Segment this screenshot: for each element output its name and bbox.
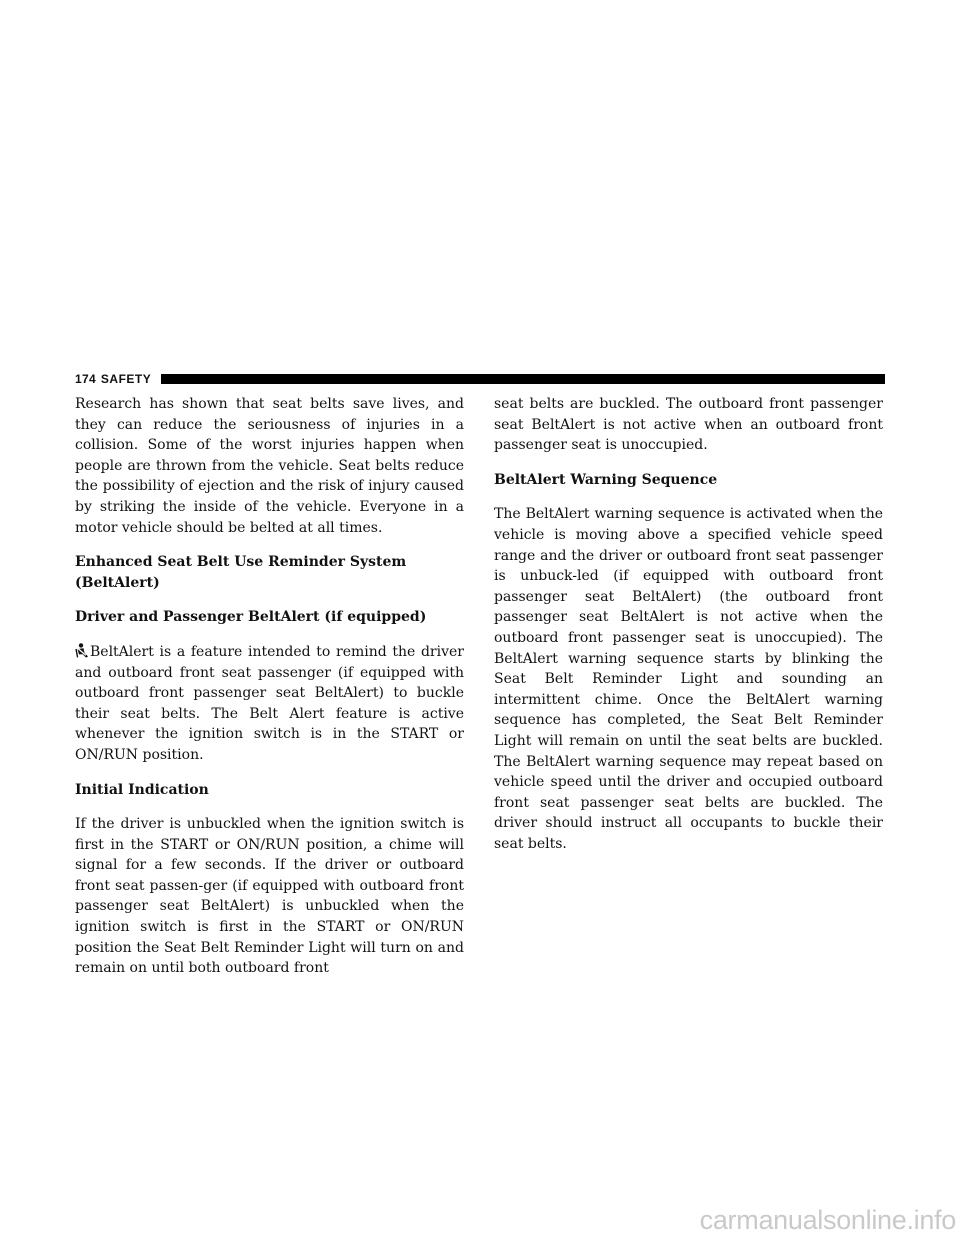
heading-warning-sequence: BeltAlert Warning Sequence	[494, 471, 718, 488]
beltalert-paragraph	[75, 642, 464, 766]
initial-indication-paragraph: If the driver is unbuckled when the ignition switch is first in the START or ON/RUN position, a chime will signal for a few seconds. If the driver or outboard front seat passen-ger (if equipped with outboard front passenger seat BeltAlert) is unbuckled when the ignition switch is first in the START or ON/RUN position the Seat Belt Reminder Light will turn on and remain on until both outboard front	[75, 816, 464, 977]
continuation-paragraph: seat belts are buckled. The outboard front passenger seat BeltAlert is not active when an outboard front passenger seat is unoccupied.	[494, 396, 883, 454]
header-rule	[161, 374, 885, 384]
heading-initial-indication: Initial Indication	[75, 781, 209, 798]
seat-belt-reminder-icon	[75, 643, 89, 658]
section-title: SAFETY	[100, 372, 152, 386]
page-header	[75, 372, 885, 386]
intro-paragraph: Research has shown that seat belts save lives, and they can reduce the seriousness of injuries in a collision. Some of the worst injuries happen when people are thrown from the vehicle. Seat belts reduce the possibility of ejection and the risk of injury caused by striking the inside of the vehicle. Everyone in a motor vehicle should be belted at all times.	[75, 396, 464, 536]
left-column	[75, 394, 464, 993]
heading-driver-passenger: Driver and Passenger BeltAlert (if equipped)	[75, 609, 427, 626]
page-number: 174	[75, 372, 96, 386]
right-column	[494, 394, 883, 868]
beltalert-text: BeltAlert is a feature intended to remind the driver and outboard front seat passenger (if equipped with outboard front passenger seat BeltAlert) to buckle their seat belts. The Belt Alert feature is active whenever the ignition switch is in the START or ON/RUN position.	[75, 643, 464, 763]
watermark: carmanualsonline.info	[699, 1205, 956, 1235]
heading-enhanced-reminder: Enhanced Seat Belt Use Reminder System (BeltAlert)	[75, 554, 407, 591]
warning-sequence-paragraph: The BeltAlert warning sequence is activated when the vehicle is moving above a specified vehicle speed range and the driver or outboard front seat passenger is unbuck-led (if equipped with outboard front passenger seat BeltAlert) (the outboard front passenger seat BeltAlert is not active when the outboard front passenger seat is unoccupied). The BeltAlert warning sequence starts by blinking the Seat Belt Reminder Light and sounding an intermittent chime. Once the BeltAlert warning sequence has completed, the Seat Belt Reminder Light will remain on until the seat belts are buckled. The BeltAlert warning sequence may repeat based on vehicle speed until the driver and occupied outboard front seat passenger seat belts are buckled. The driver should instruct all occupants to buckle their seat belts.	[494, 506, 883, 852]
